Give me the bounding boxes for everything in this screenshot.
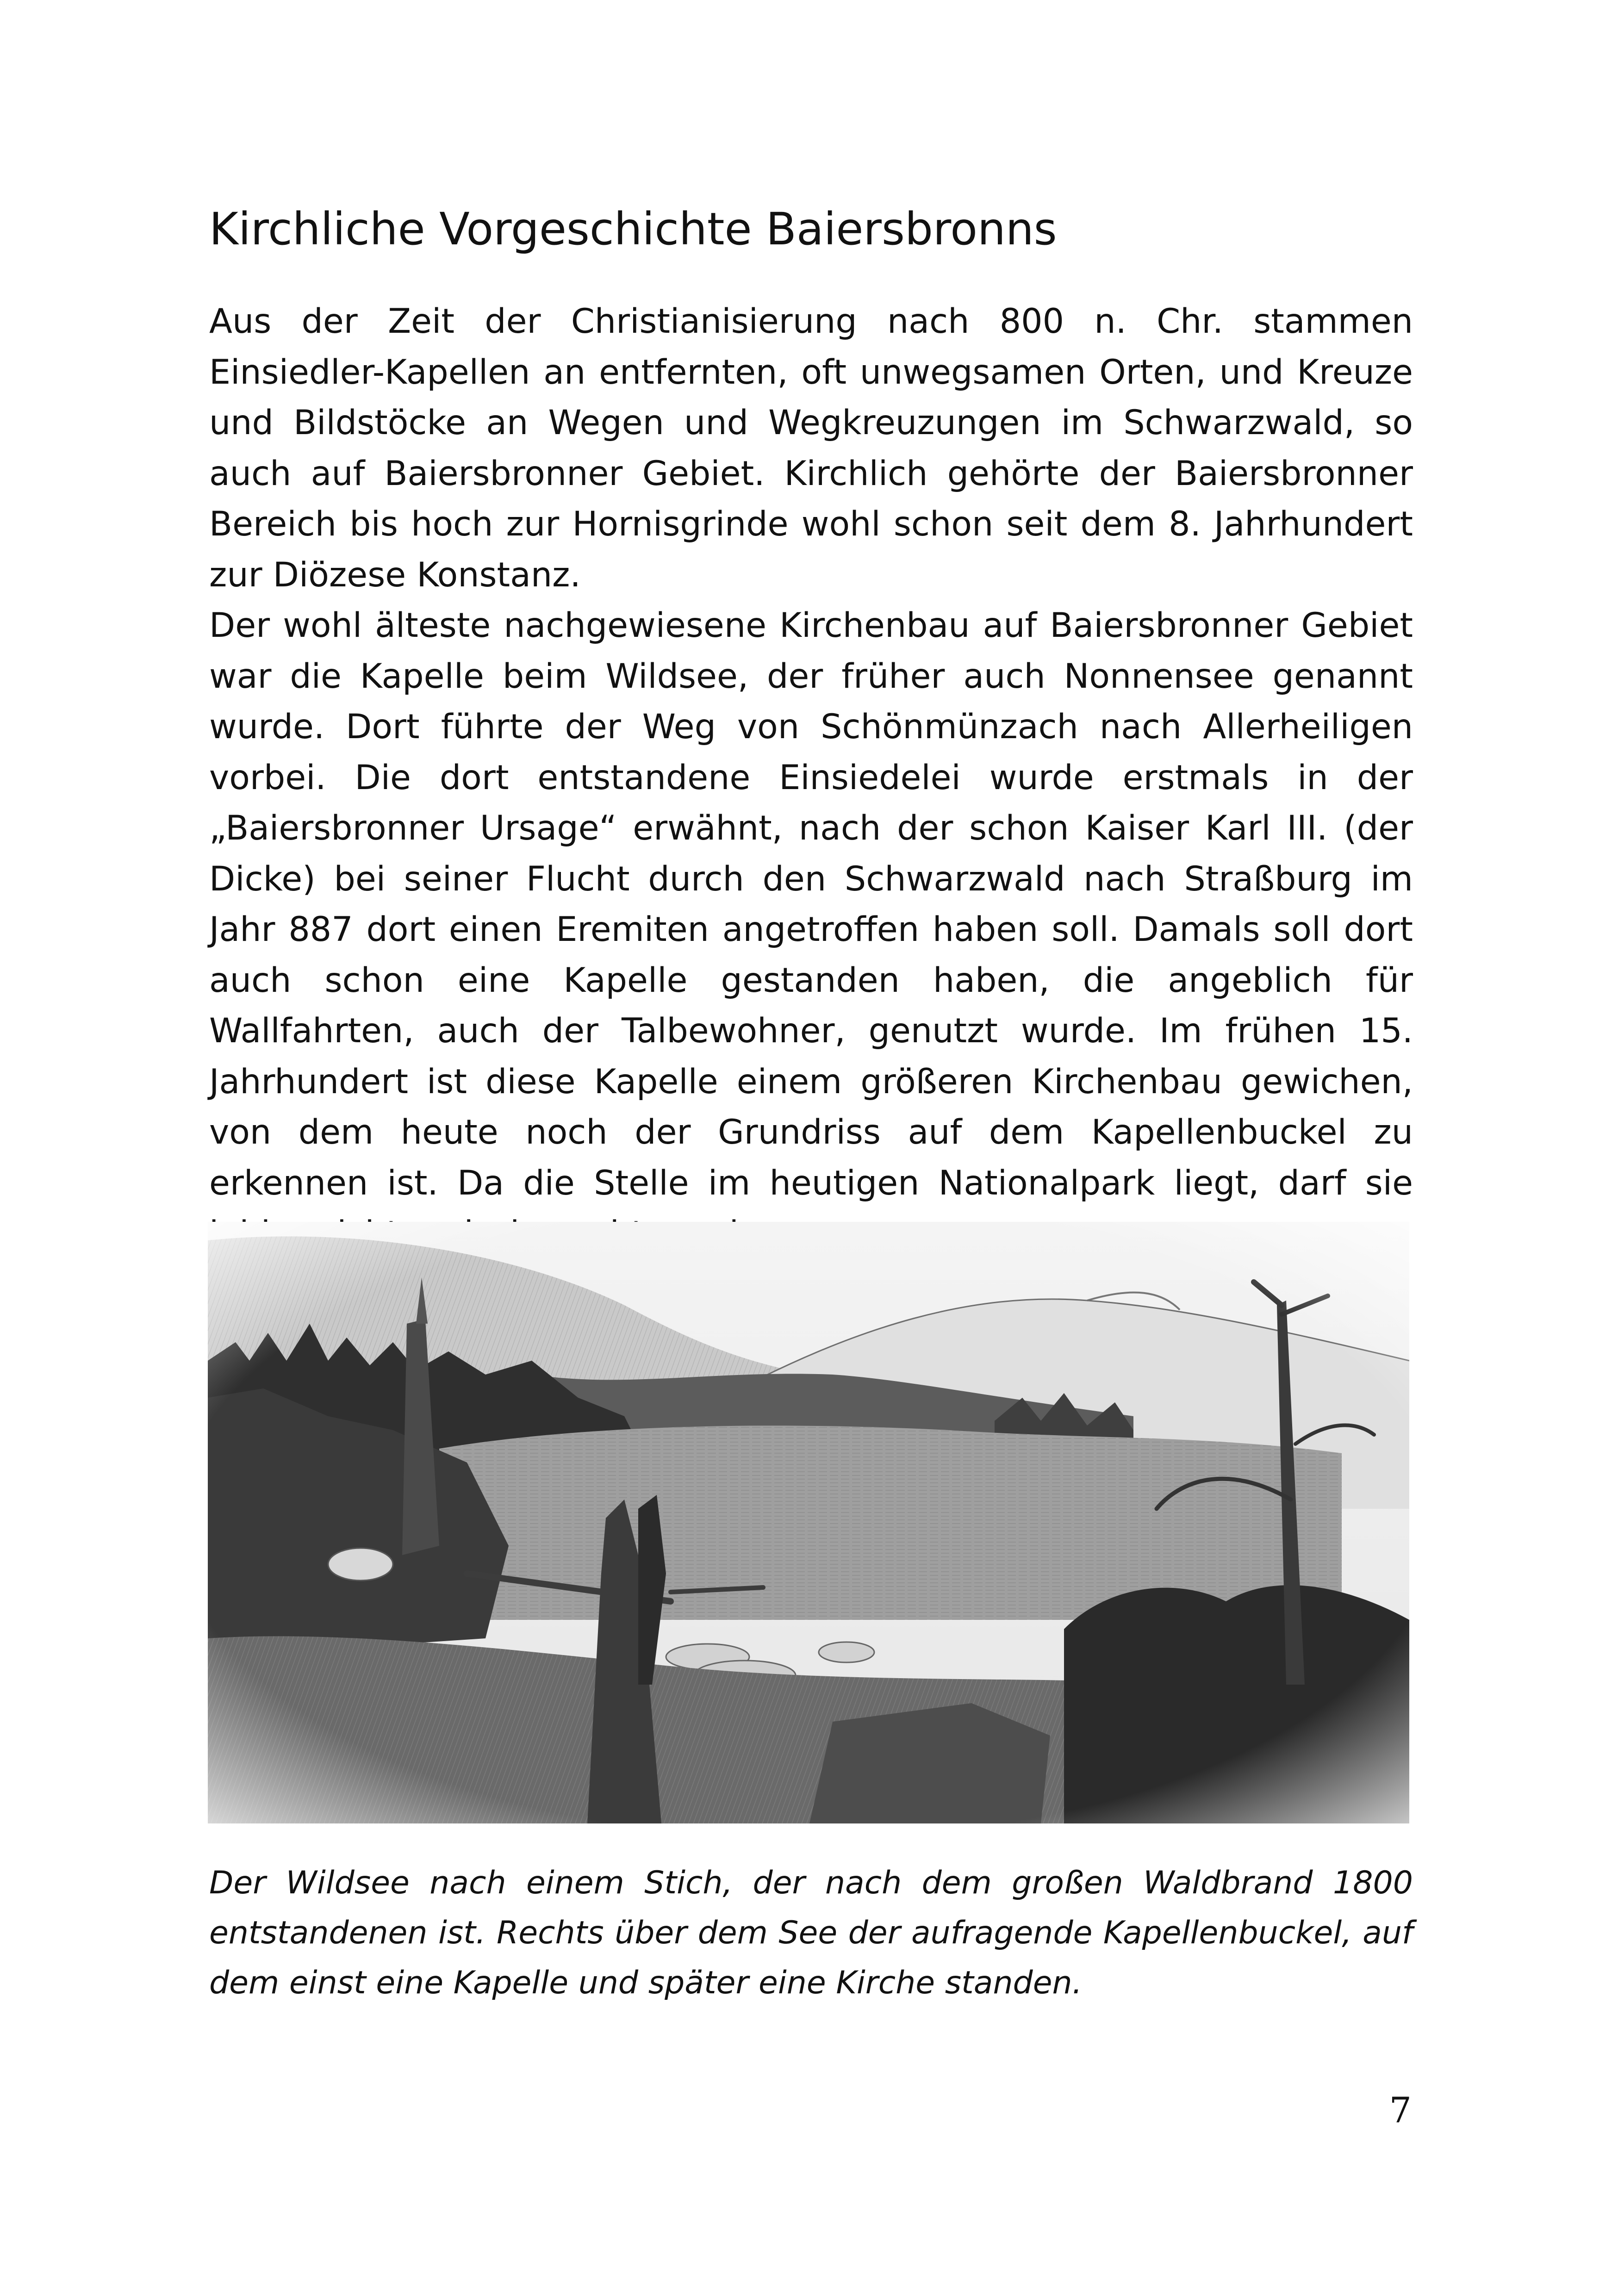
paragraph-2: Der wohl älteste nachgewiesene Kirchenbau auf Baiersbronner Gebiet war die Kapelle beim Wildsee, der früher auch Nonnensee genannt wurde. Dort führte der Weg von Schönmünzach nach Allerheiligen vorbei. Die dort entstandene Einsiedelei wurde erstmals in der „Baiersbronner Ursage“ erwähnt, nach der schon Kaiser Karl III. (der Dicke) bei seiner Flucht durch den Schwarzwald nach Straßburg im Jahr 887 dort einen Eremiten angetroffen haben soll. Damals soll dort auch schon eine Kapelle gestanden haben, die angeblich für Wallfahrten, auch der Talbewohner, genutzt wurde. Im frühen 15. Jahrhundert ist diese Kapelle einem größeren Kirchenbau gewichen, von dem heute noch der Grundriss auf dem Kapellenbuckel zu erkennen ist. Da die Stelle im heutigen Nationalpark liegt, darf sie (209, 606, 1413, 1203)
figure-caption: Der Wildsee nach einem Stich, der nach dem großen Waldbrand 1800 entstandenen ist. Rechts über dem See der aufragende Kapellenbuckel, auf dem einst eine Kapelle und später eine Kirche standen. (209, 1865, 1413, 2001)
paragraph-1: Aus der Zeit der Christianisierung nach 800 n. Chr. stammen Einsiedler-Kapellen an entfernten, oft unwegsamen Orten, und Kreuze und Bildstöcke an Wegen und Wegkreuzungen im Schwarzwald, so auch auf Baiersbronner Gebiet. Kirchlich gehörte der Baiersbronner Bereich bis hoch zur Hornisgrinde wohl schon seit dem 8. Jahrhundert zur Diözese Konstanz. (209, 302, 1413, 595)
page-title: Kirchliche Vorgeschichte Baiersbronns (209, 203, 1057, 255)
body-text (209, 296, 1413, 1259)
wildsee-engraving-image (208, 1222, 1409, 1823)
page-number: 7 (1389, 2090, 1412, 2131)
